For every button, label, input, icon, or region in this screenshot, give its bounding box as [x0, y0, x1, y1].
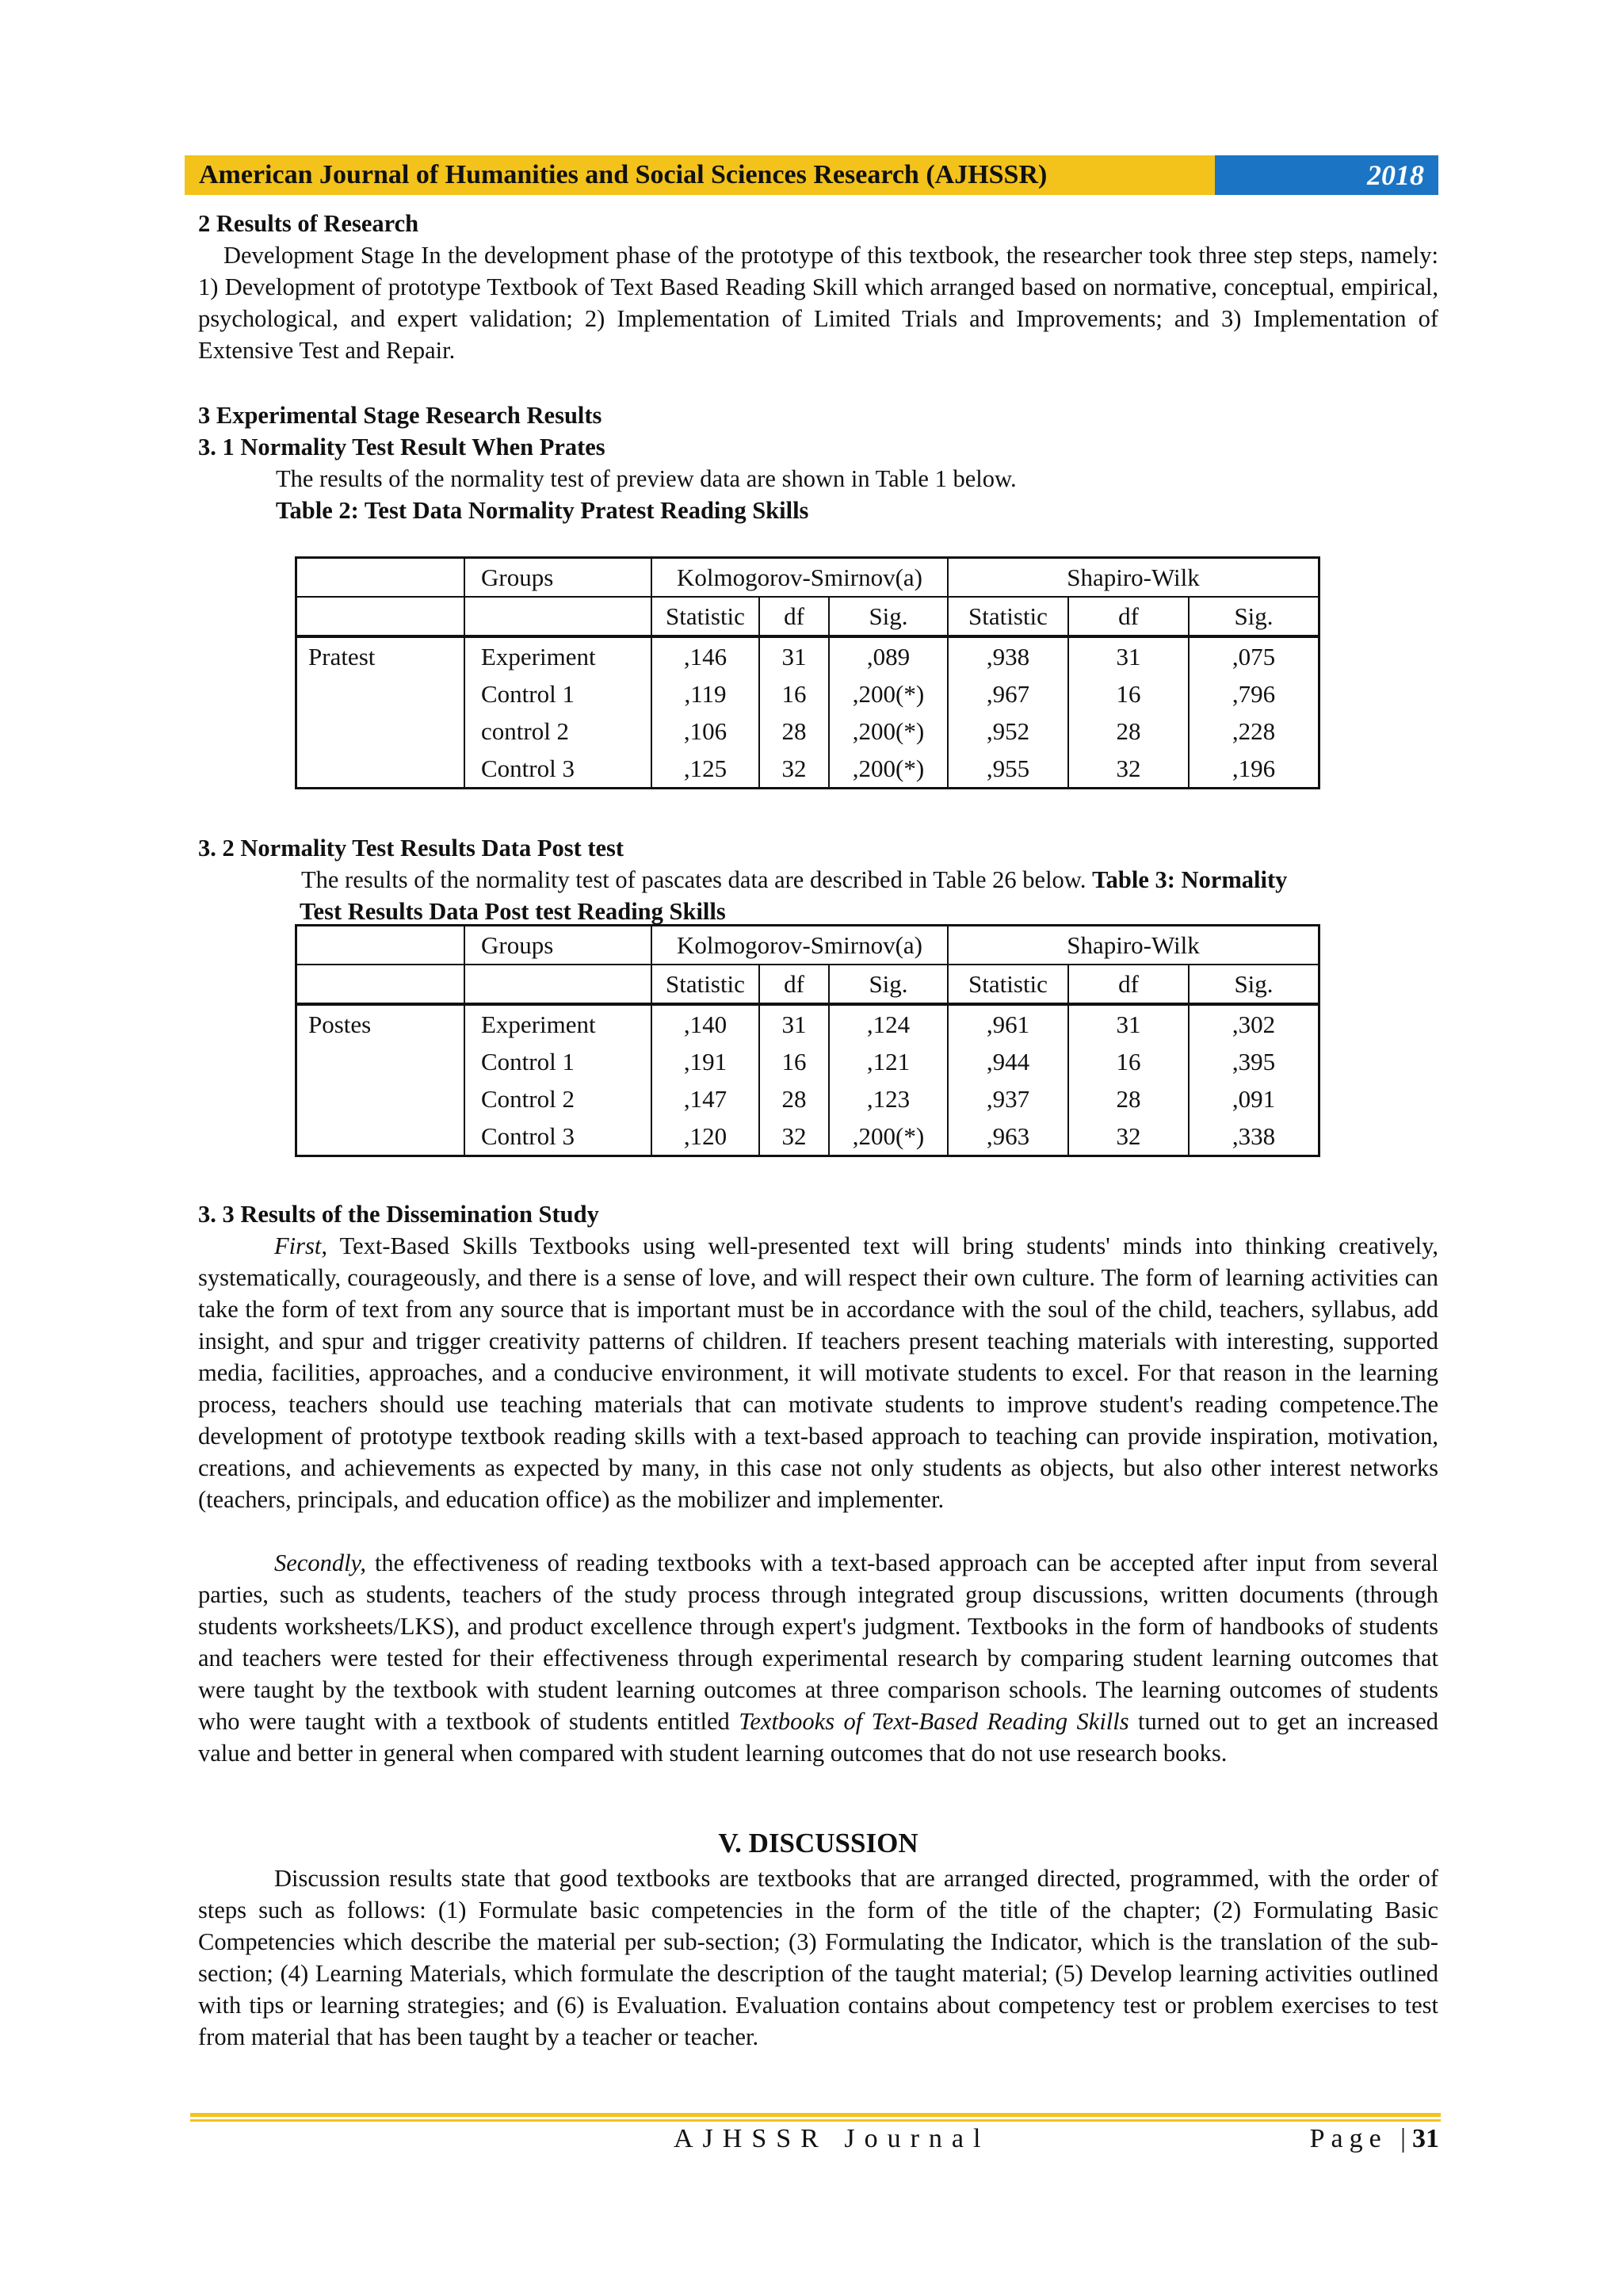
ks-df-cell: 32	[759, 1117, 829, 1156]
table-cell	[296, 712, 465, 750]
footer-rule-thin	[190, 2119, 1441, 2122]
sw-stat-cell: ,955	[948, 750, 1068, 789]
col-header-sw-statistic: Statistic	[948, 965, 1068, 1004]
sw-df-cell: 32	[1068, 1117, 1189, 1156]
sw-df-cell: 31	[1068, 1004, 1189, 1043]
table-cell	[296, 926, 465, 965]
paragraph-2-lead: Secondly,	[274, 1549, 367, 1576]
sw-df-cell: 16	[1068, 1043, 1189, 1080]
section-3-2-text	[198, 864, 1438, 896]
discussion-heading: V. DISCUSSION	[718, 1828, 918, 1859]
journal-header	[185, 155, 1438, 195]
journal-year: 2018	[1215, 155, 1438, 195]
sw-stat-cell: ,937	[948, 1080, 1068, 1117]
ks-sig-cell: ,121	[829, 1043, 948, 1080]
sw-stat-cell: ,952	[948, 712, 1068, 750]
ks-stat-cell: ,146	[651, 636, 759, 675]
col-header-ks-statistic: Statistic	[651, 965, 759, 1004]
col-header-ks-statistic: Statistic	[651, 597, 759, 636]
row-label-pratest: Pratest	[296, 636, 465, 675]
paragraph-1-text: Text-Based Skills Textbooks using well-presented text will bring students' minds into thinking creatively, systematically, courageously, and there is a sense of love, and will respect their own culture. The form of learning activities can take the form of text from any source that is important must be in accordance with the soul of the child, teachers, syllabus, add insight, and spur and trigger creativity patterns of children. If teachers present teaching materials with interesting, supported media, facilities, approaches, and a conducive environment, it will motivate students to excel. For that reason in the learning process, teachers should use teaching materials that can motivate students to improve student's reading competence.The development of prototype textbook reading skills with a text-based approach to teaching can provide inspiration, motivation, creations, and achievements as expected by many, in this case not only students as objects, but also other interest networks (teachers, principals, and education office) as the mobilizer and implementer.	[198, 1232, 1438, 1513]
ks-stat-cell: ,120	[651, 1117, 759, 1156]
journal-title: American Journal of Humanities and Social Sciences Research (AJHSSR)	[185, 155, 1215, 195]
sw-stat-cell: ,944	[948, 1043, 1068, 1080]
col-header-sw: Shapiro-Wilk	[948, 558, 1319, 598]
group-cell: Control 1	[464, 675, 651, 712]
table-cell	[296, 597, 465, 636]
discussion-paragraph: Discussion results state that good textbooks are textbooks that are arranged directed, programmed, with the order of steps such as follows: (1) Formulate basic competencies in the form of the title of the chapter; (2) Formulating Basic Competencies which describe the material per sub-section; (3) Formulating the Indicator, which is the translation of the sub-section; (4) Learning Materials, which formulate the description of the taught material; (5) Develop learning activities outlined with tips or learning strategies; and (6) is Evaluation. Evaluation contains about competency test or problem exercises to test from material that has been taught by a teacher or teacher.	[198, 1865, 1438, 2050]
ks-stat-cell: ,125	[651, 750, 759, 789]
footer-page	[1310, 2124, 1439, 2154]
sw-sig-cell: ,228	[1189, 712, 1319, 750]
sw-sig-cell: ,302	[1189, 1004, 1319, 1043]
group-cell: Experiment	[464, 1004, 651, 1043]
table-3-caption: Test Results Data Post test Reading Skills	[300, 898, 726, 925]
section-3-2-sentence: The results of the normality test of pascates data are described in Table 26 below.	[301, 866, 1086, 893]
col-header-groups: Groups	[464, 558, 651, 598]
section-2-paragraph: Development Stage In the development phase of the prototype of this textbook, the researcher took three step steps, namely: 1) Development of prototype Textbook of Text Based Reading Skill which arranged based on normative, conceptual, empirical, psychological, and expert validation; 2) Implementation of Limited Trials and Improvements; and 3) Implementation of Extensive Test and Repair.	[198, 242, 1438, 364]
ks-sig-cell: ,200(*)	[829, 712, 948, 750]
table-row	[296, 1004, 1319, 1043]
table-cell	[296, 1043, 465, 1080]
section-3-3-paragraph-2	[198, 1547, 1438, 1769]
group-cell: Control 1	[464, 1043, 651, 1080]
table-cell	[296, 558, 465, 598]
row-label-postes: Postes	[296, 1004, 465, 1043]
footer-page-number: 31	[1412, 2124, 1439, 2153]
col-header-ks-sig: Sig.	[829, 965, 948, 1004]
group-cell: Experiment	[464, 636, 651, 675]
col-header-ks-sig: Sig.	[829, 597, 948, 636]
col-header-ks-df: df	[759, 597, 829, 636]
table-row	[296, 675, 1319, 712]
table-2	[295, 556, 1320, 789]
group-cell: Control 3	[464, 1117, 651, 1156]
footer-rule	[190, 2113, 1441, 2117]
table-row	[296, 1117, 1319, 1156]
sw-df-cell: 16	[1068, 675, 1189, 712]
ks-sig-cell: ,089	[829, 636, 948, 675]
ks-stat-cell: ,140	[651, 1004, 759, 1043]
ks-df-cell: 28	[759, 1080, 829, 1117]
col-header-sw-statistic: Statistic	[948, 597, 1068, 636]
ks-df-cell: 31	[759, 1004, 829, 1043]
ks-stat-cell: ,119	[651, 675, 759, 712]
table-3	[295, 924, 1320, 1157]
sw-sig-cell: ,196	[1189, 750, 1319, 789]
sw-sig-cell: ,075	[1189, 636, 1319, 675]
ks-df-cell: 28	[759, 712, 829, 750]
section-3-3-heading: 3. 3 Results of the Dissemination Study	[198, 1201, 599, 1228]
sw-sig-cell: ,395	[1189, 1043, 1319, 1080]
table-row	[296, 712, 1319, 750]
table-cell	[296, 675, 465, 712]
sw-sig-cell: ,796	[1189, 675, 1319, 712]
table-row	[296, 750, 1319, 789]
table-cell	[464, 597, 651, 636]
paragraph-1-lead: First,	[274, 1232, 327, 1259]
sw-stat-cell: ,963	[948, 1117, 1068, 1156]
col-header-sw-sig: Sig.	[1189, 597, 1319, 636]
ks-stat-cell: ,147	[651, 1080, 759, 1117]
paragraph-2-book-title: Textbooks of Text-Based Reading Skills	[739, 1708, 1129, 1735]
col-header-sw-sig: Sig.	[1189, 965, 1319, 1004]
col-header-ks: Kolmogorov-Smirnov(a)	[651, 558, 948, 598]
sw-sig-cell: ,091	[1189, 1080, 1319, 1117]
footer-journal-name: AJHSSR Journal	[674, 2124, 991, 2153]
table-cell	[296, 1117, 465, 1156]
col-header-sw-df: df	[1068, 965, 1189, 1004]
section-2-heading: 2 Results of Research	[198, 210, 419, 237]
ks-sig-cell: ,123	[829, 1080, 948, 1117]
group-cell: Control 2	[464, 1080, 651, 1117]
sw-stat-cell: ,967	[948, 675, 1068, 712]
ks-sig-cell: ,200(*)	[829, 750, 948, 789]
ks-df-cell: 31	[759, 636, 829, 675]
table-row	[296, 1043, 1319, 1080]
col-header-ks-df: df	[759, 965, 829, 1004]
table-cell	[464, 965, 651, 1004]
ks-df-cell: 16	[759, 675, 829, 712]
table-cell	[296, 965, 465, 1004]
table-row	[296, 1080, 1319, 1117]
sw-sig-cell: ,338	[1189, 1117, 1319, 1156]
table-3-caption-start: Table 3: Normality	[1092, 866, 1288, 893]
col-header-groups: Groups	[464, 926, 651, 965]
ks-df-cell: 16	[759, 1043, 829, 1080]
footer-page-label: Page |	[1309, 2124, 1412, 2153]
sw-df-cell: 31	[1068, 636, 1189, 675]
section-3-1-text: The results of the normality test of preview data are shown in Table 1 below.	[276, 465, 1017, 492]
section-3-heading: 3 Experimental Stage Research Results	[198, 402, 602, 429]
col-header-sw-df: df	[1068, 597, 1189, 636]
group-cell: Control 3	[464, 750, 651, 789]
ks-stat-cell: ,191	[651, 1043, 759, 1080]
col-header-ks: Kolmogorov-Smirnov(a)	[651, 926, 948, 965]
ks-stat-cell: ,106	[651, 712, 759, 750]
sw-df-cell: 28	[1068, 712, 1189, 750]
table-cell	[296, 1080, 465, 1117]
paragraph-2-text-a: the effectiveness of reading textbooks with a text-based approach can be accepted after input from several parties, such as students, teachers of the study process through integrated group discussions, written documents (through students worksheets/LKS), and product excellence through expert's judgment. Textbooks in the form of handbooks of students and teachers were tested for their effectiveness through experimental research by comparing student learning outcomes that were taught by the textbook with student learning outcomes at three comparison schools. The learning outcomes of students who were taught with a textbook of students entitled	[198, 1549, 1438, 1735]
table-row	[296, 636, 1319, 675]
table-cell	[296, 750, 465, 789]
section-3-2-heading: 3. 2 Normality Test Results Data Post test	[198, 835, 624, 861]
sw-df-cell: 32	[1068, 750, 1189, 789]
group-cell: control 2	[464, 712, 651, 750]
ks-sig-cell: ,200(*)	[829, 1117, 948, 1156]
section-3-3-paragraph-1	[198, 1230, 1438, 1515]
paragraph-2-text-b: turned out to get an increased value and better in general when compared with student learning outcomes that do not use research books.	[198, 1708, 1438, 1767]
sw-df-cell: 28	[1068, 1080, 1189, 1117]
ks-sig-cell: ,124	[829, 1004, 948, 1043]
sw-stat-cell: ,961	[948, 1004, 1068, 1043]
ks-df-cell: 32	[759, 750, 829, 789]
table-2-caption: Table 2: Test Data Normality Pratest Reading Skills	[276, 497, 809, 524]
sw-stat-cell: ,938	[948, 636, 1068, 675]
section-3-1-heading: 3. 1 Normality Test Result When Prates	[198, 434, 605, 460]
ks-sig-cell: ,200(*)	[829, 675, 948, 712]
col-header-sw: Shapiro-Wilk	[948, 926, 1319, 965]
